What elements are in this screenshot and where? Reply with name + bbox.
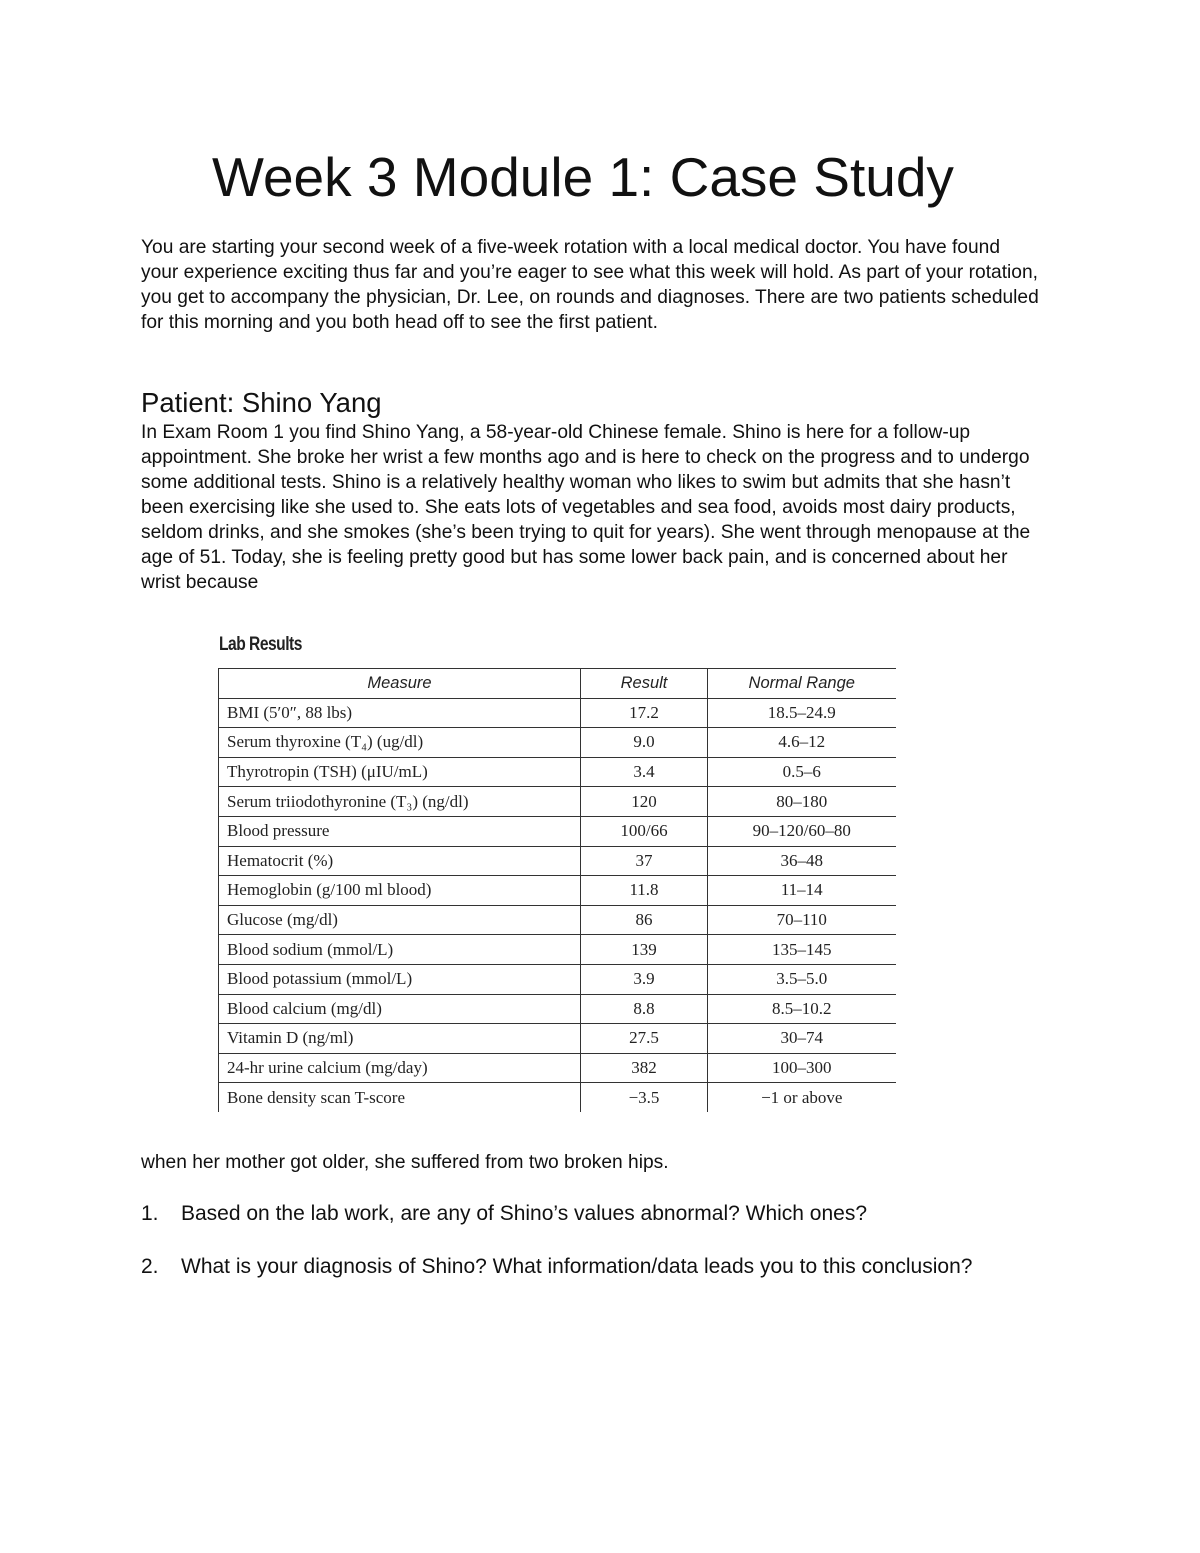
- range-cell: 135–145: [708, 935, 896, 965]
- lab-results-table: [218, 668, 896, 1112]
- lab-results-title: Lab Results: [219, 634, 302, 655]
- result-cell: 382: [581, 1053, 708, 1083]
- range-cell: 30–74: [708, 1024, 896, 1054]
- result-cell: 11.8: [581, 876, 708, 906]
- measure-cell: Blood calcium (mg/dl): [219, 994, 581, 1024]
- result-cell: 86: [581, 905, 708, 935]
- range-cell: 100–300: [708, 1053, 896, 1083]
- range-cell: 70–110: [708, 905, 896, 935]
- measure-cell: Vitamin D (ng/ml): [219, 1024, 581, 1054]
- table-row: [219, 757, 896, 787]
- range-cell: 4.6–12: [708, 728, 896, 758]
- table-row: [219, 728, 896, 758]
- measure-cell: Bone density scan T-score: [219, 1083, 581, 1112]
- measure-cell: Hemoglobin (g/100 ml blood): [219, 876, 581, 906]
- measure-cell: 24-hr urine calcium (mg/day): [219, 1053, 581, 1083]
- result-cell: 3.4: [581, 757, 708, 787]
- table-row: [219, 698, 896, 728]
- result-cell: 3.9: [581, 964, 708, 994]
- measure-cell: Hematocrit (%): [219, 846, 581, 876]
- question-text: Based on the lab work, are any of Shino’s values abnormal? Which ones?: [181, 1202, 868, 1225]
- result-cell: 100/66: [581, 816, 708, 846]
- table-row: [219, 1053, 896, 1083]
- case-paragraph: In Exam Room 1 you find Shino Yang, a 58-year-old Chinese female. Shino is here for a follow-up appointment. She broke her wrist a few months ago and is here to check on the progress and to undergo some additional tests. Shino is a relatively healthy woman who likes to swim but admits that she hasn’t been exercising like she used to. She eats lots of vegetables and sea food, avoids most dairy products, seldom drinks, and she smokes (she’s been trying to quit for years). She went through menopause at the age of 51. Today, she is feeling pretty good but has some lower back pain, and is concerned about her wrist because: [141, 422, 1031, 593]
- result-cell: 37: [581, 846, 708, 876]
- case-continued-paragraph: when her mother got older, she suffered from two broken hips.: [141, 1152, 669, 1173]
- question-text: What is your diagnosis of Shino? What information/data leads you to this conclusion?: [181, 1255, 973, 1278]
- range-cell: 80–180: [708, 787, 896, 817]
- result-cell: −3.5: [581, 1083, 708, 1112]
- table-row: [219, 935, 896, 965]
- table-row: [219, 1024, 896, 1054]
- range-cell: 8.5–10.2: [708, 994, 896, 1024]
- table-row: [219, 994, 896, 1024]
- measure-cell: Glucose (mg/dl): [219, 905, 581, 935]
- range-cell: 0.5–6: [708, 757, 896, 787]
- table-row: [219, 816, 896, 846]
- measure-cell: Blood pressure: [219, 816, 581, 846]
- lab-table-header-row: [219, 669, 896, 699]
- table-row: [219, 846, 896, 876]
- intro-paragraph: You are starting your second week of a five-week rotation with a local medical doctor. You have found your experience exciting thus far and you’re eager to see what this week will hold. As part of your rotation, you get to accompany the physician, Dr. Lee, on rounds and diagnoses. There are two patients scheduled for this morning and you both head off to see the first patient.: [141, 237, 1039, 333]
- table-row: [219, 964, 896, 994]
- range-cell: −1 or above: [708, 1083, 896, 1112]
- range-cell: 18.5–24.9: [708, 698, 896, 728]
- result-cell: 8.8: [581, 994, 708, 1024]
- question-number: 1.: [141, 1202, 159, 1225]
- measure-cell: Thyrotropin (TSH) (μIU/mL): [219, 757, 581, 787]
- header-result: Result: [581, 669, 708, 699]
- measure-cell: Serum triiodothyronine (T₃) (ng/dl): [219, 787, 581, 817]
- table-row: [219, 905, 896, 935]
- result-cell: 9.0: [581, 728, 708, 758]
- page-title: Week 3 Module 1: Case Study: [212, 146, 954, 208]
- measure-cell: Blood potassium (mmol/L): [219, 964, 581, 994]
- measure-cell: BMI (5′0″, 88 lbs): [219, 698, 581, 728]
- header-normal-range: Normal Range: [708, 669, 896, 699]
- header-measure: Measure: [219, 669, 581, 699]
- patient-heading: Patient: Shino Yang: [141, 387, 382, 418]
- range-cell: 3.5–5.0: [708, 964, 896, 994]
- result-cell: 139: [581, 935, 708, 965]
- result-cell: 17.2: [581, 698, 708, 728]
- table-row: [219, 876, 896, 906]
- measure-cell: Blood sodium (mmol/L): [219, 935, 581, 965]
- table-row: [219, 1083, 896, 1112]
- table-row: [219, 787, 896, 817]
- range-cell: 36–48: [708, 846, 896, 876]
- question-number: 2.: [141, 1255, 159, 1278]
- result-cell: 120: [581, 787, 708, 817]
- range-cell: 11–14: [708, 876, 896, 906]
- range-cell: 90–120/60–80: [708, 816, 896, 846]
- result-cell: 27.5: [581, 1024, 708, 1054]
- measure-cell: Serum thyroxine (T₄) (ug/dl): [219, 728, 581, 758]
